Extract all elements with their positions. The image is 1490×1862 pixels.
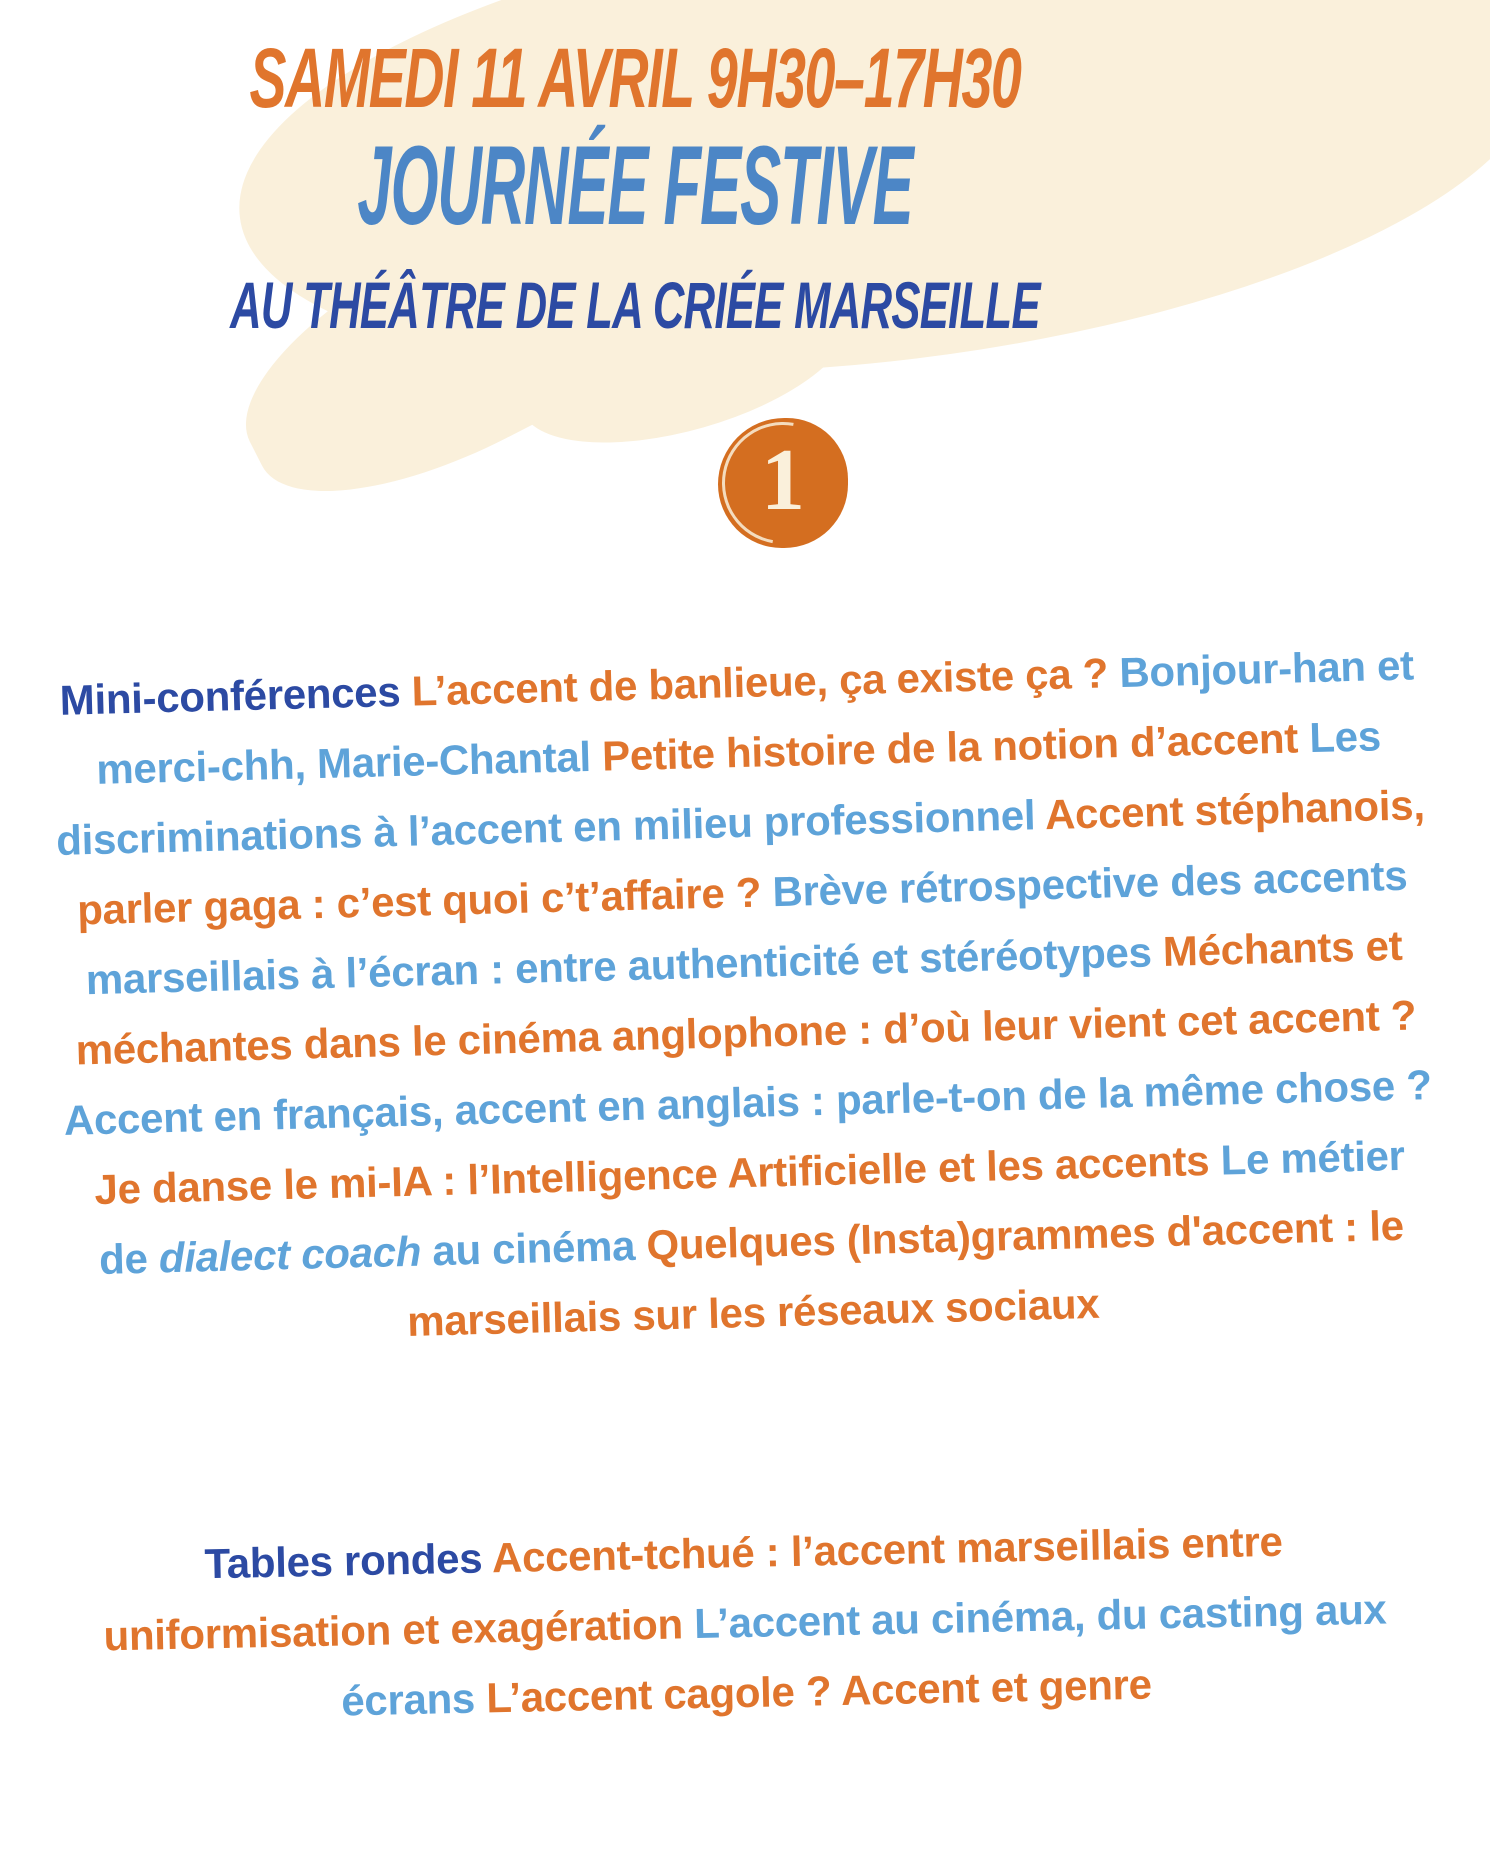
program-item: Quelques (Insta)grammes d'accent : le marseillais sur les réseaux sociaux	[406, 1201, 1405, 1345]
program-item: Les discriminations à l’accent en milieu professionnel	[55, 712, 1382, 864]
program-item: Méchants et méchantes dans le cinéma anglophone : d’où leur vient cet accent ?	[75, 921, 1417, 1074]
program-item: L’accent de banlieue, ça existe ça ?	[411, 649, 1109, 715]
program-item: Accent-tchué : l’accent marseillais entre uniformisation et exagération	[103, 1517, 1284, 1660]
program-item: Le métier de	[98, 1131, 1406, 1283]
page-number-badge	[718, 418, 848, 548]
program-item: dialect coach	[158, 1227, 422, 1282]
program-item: Accent en français, accent en anglais : parle-t-on de la même chose ?	[63, 1061, 1433, 1144]
poster-header	[5, 31, 1265, 342]
program-item: Je danse le mi-IA : l’Intelligence Artificielle et les accents	[93, 1136, 1210, 1214]
section-mini-conferences	[51, 630, 1439, 1366]
program-item: Brève rétrospective des accents marseillais à l’écran : entre authenticité et stéréotypes	[85, 851, 1408, 1004]
program-item: Bonjour-han et merci-chh, Marie-Chantal	[95, 641, 1415, 793]
program-item: au cinéma	[431, 1221, 636, 1275]
program-item: Accent stéphanois, parler gaga : c’est quoi c’t’affaire ?	[76, 781, 1426, 934]
program-item: L’accent cagole ? Accent et genre	[485, 1660, 1153, 1722]
section-tables-rondes	[58, 1504, 1432, 1743]
event-venue: AU THÉÂTRE DE LA CRIÉE MARSEILLE	[230, 268, 1040, 342]
section-label: Mini-conférences	[59, 667, 401, 724]
program-item: Petite histoire de la notion d’accent	[601, 714, 1299, 780]
event-title: JOURNÉE FESTIVE	[357, 123, 913, 248]
program-item: L’accent au cinéma, du casting aux écrans	[340, 1585, 1387, 1725]
event-date: SAMEDI 11 AVRIL 9H30–17H30	[249, 31, 1021, 125]
section-label: Tables rondes	[204, 1534, 483, 1588]
page-number: 1	[761, 432, 805, 529]
